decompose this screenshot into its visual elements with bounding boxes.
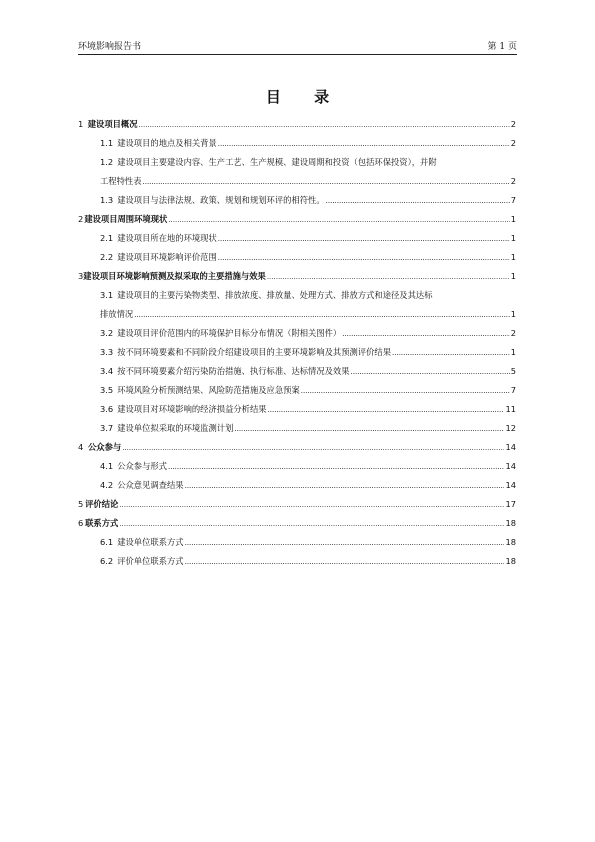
toc-title: 公众参与 bbox=[88, 442, 122, 452]
toc-page: 2 bbox=[510, 138, 516, 148]
toc-page: 14 bbox=[505, 480, 516, 490]
toc-page: 12 bbox=[505, 423, 516, 433]
toc-leader bbox=[268, 404, 505, 415]
toc-leader bbox=[143, 176, 510, 187]
toc-leader bbox=[168, 214, 509, 225]
toc-page: 1 bbox=[510, 309, 516, 319]
toc-page: 18 bbox=[505, 537, 516, 547]
toc-entry[interactable] bbox=[78, 130, 516, 149]
toc-leader bbox=[267, 271, 510, 282]
toc-number: 1.1 bbox=[100, 138, 114, 148]
toc-page: 1 bbox=[510, 271, 516, 281]
toc-entry[interactable] bbox=[78, 472, 516, 491]
toc-number: 6.1 bbox=[100, 537, 114, 547]
toc-page: 14 bbox=[505, 442, 516, 452]
page-title: 目 录 bbox=[265, 88, 344, 106]
toc-entry[interactable] bbox=[78, 453, 516, 472]
toc-number: 3.6 bbox=[100, 404, 114, 414]
toc-page: 11 bbox=[505, 404, 516, 414]
toc-title: 联系方式 bbox=[85, 518, 119, 528]
toc-leader bbox=[122, 442, 504, 453]
toc-number: 3.1 bbox=[100, 290, 114, 300]
toc-entry[interactable] bbox=[78, 244, 516, 263]
toc-page: 5 bbox=[510, 366, 516, 376]
toc-number: 3.7 bbox=[100, 423, 114, 433]
toc-entry[interactable] bbox=[78, 548, 516, 567]
toc-title: 按不同环境要素介绍污染防治措施、执行标准、达标情况及效果 bbox=[117, 366, 350, 376]
toc-leader bbox=[168, 461, 504, 472]
toc-entry[interactable] bbox=[78, 263, 516, 282]
toc-leader bbox=[218, 233, 510, 244]
toc-entry[interactable] bbox=[78, 320, 516, 339]
toc-number: 4.1 bbox=[100, 461, 114, 471]
toc-number: 3.4 bbox=[100, 366, 114, 376]
toc-entry[interactable] bbox=[78, 282, 516, 320]
toc-page: 2 bbox=[510, 119, 516, 129]
toc-page: 14 bbox=[505, 461, 516, 471]
toc-page: 1 bbox=[510, 233, 516, 243]
toc-title: 建设项目与法律法规、政策、规划和规划环评的相符性。 bbox=[117, 195, 325, 205]
toc-entry[interactable] bbox=[78, 529, 516, 548]
toc-entry[interactable] bbox=[78, 149, 516, 187]
toc-number: 1 bbox=[78, 119, 84, 129]
toc-number: 2.1 bbox=[100, 233, 114, 243]
toc-title: 环境风险分析预测结果、风险防范措施及应急预案 bbox=[117, 385, 300, 395]
toc-page: 17 bbox=[505, 499, 516, 509]
toc-page: 18 bbox=[505, 518, 516, 528]
toc-title: 建设项目的主要污染物类型、排放浓度、排放量、处理方式、排放方式和途径及其达标 bbox=[117, 290, 433, 300]
header-report-name: 环境影响报告书 bbox=[78, 42, 142, 52]
toc-title: 建设项目周围环境现状 bbox=[84, 214, 168, 224]
toc-leader bbox=[119, 499, 504, 510]
header-page-number: 第 1 页 bbox=[487, 42, 517, 52]
toc-leader bbox=[234, 423, 504, 434]
toc-title: 建设项目环境影响评价范围 bbox=[117, 252, 217, 262]
toc-leader bbox=[185, 556, 505, 567]
toc-title: 建设单位联系方式 bbox=[117, 537, 184, 547]
toc-entry[interactable] bbox=[78, 396, 516, 415]
toc-leader bbox=[218, 252, 510, 263]
toc-entry[interactable] bbox=[78, 377, 516, 396]
toc-page: 2 bbox=[510, 328, 516, 338]
toc-number: 5 bbox=[78, 499, 84, 509]
toc-title: 按不同环境要素和不同阶段介绍建设项目的主要环境影响及其预测评价结果 bbox=[117, 347, 392, 357]
toc-entry[interactable] bbox=[78, 225, 516, 244]
toc-entry[interactable] bbox=[78, 434, 516, 453]
toc-page: 2 bbox=[510, 176, 516, 186]
toc-page: 7 bbox=[510, 195, 516, 205]
toc-page: 1 bbox=[510, 252, 516, 262]
toc-title: 公众意见调查结果 bbox=[117, 480, 184, 490]
toc-entry[interactable] bbox=[78, 358, 516, 377]
toc-leader bbox=[392, 347, 510, 358]
toc-leader bbox=[301, 385, 510, 396]
page-header bbox=[78, 41, 517, 55]
toc-entry[interactable] bbox=[78, 510, 516, 529]
toc-leader bbox=[351, 366, 510, 377]
toc-number: 2.2 bbox=[100, 252, 114, 262]
toc-leader bbox=[119, 518, 504, 529]
toc-entry[interactable] bbox=[78, 339, 516, 358]
toc-number: 3 bbox=[78, 271, 84, 281]
toc-leader bbox=[185, 537, 505, 548]
toc-leader bbox=[134, 309, 510, 320]
toc-title: 建设单位拟采取的环境监测计划 bbox=[117, 423, 234, 433]
toc-leader bbox=[218, 138, 510, 149]
toc-title: 建设项目主要建设内容、生产工艺、生产规模、建设周期和投资（包括环保投资），并附 bbox=[117, 157, 437, 167]
toc-title: 建设项目的地点及相关背景 bbox=[117, 138, 217, 148]
toc-page: 18 bbox=[505, 556, 516, 566]
toc-page: 7 bbox=[510, 385, 516, 395]
toc-title: 建设项目概况 bbox=[87, 119, 138, 129]
toc-title: 评价单位联系方式 bbox=[117, 556, 184, 566]
toc-title: 建设项目所在地的环境现状 bbox=[117, 233, 217, 243]
toc-number: 1.2 bbox=[100, 157, 114, 167]
toc-title: 公众参与形式 bbox=[117, 461, 167, 471]
toc-title-continued: 工程特性表 bbox=[100, 176, 142, 186]
toc-title-continued: 排放情况 bbox=[100, 309, 134, 319]
toc-leader bbox=[185, 480, 505, 491]
toc-number: 3.5 bbox=[100, 385, 114, 395]
toc-number: 2 bbox=[78, 214, 84, 224]
toc-number: 3.3 bbox=[100, 347, 114, 357]
toc-page: 1 bbox=[510, 214, 516, 224]
table-of-contents bbox=[78, 111, 516, 567]
toc-entry[interactable] bbox=[78, 491, 516, 510]
toc-number: 6 bbox=[78, 518, 84, 528]
toc-title: 评价结论 bbox=[85, 499, 119, 509]
toc-number: 1.3 bbox=[100, 195, 114, 205]
toc-title: 建设项目对环境影响的经济损益分析结果 bbox=[117, 404, 267, 414]
toc-entry[interactable] bbox=[78, 415, 516, 434]
toc-entry[interactable] bbox=[78, 206, 516, 225]
toc-leader bbox=[139, 119, 510, 130]
toc-page: 1 bbox=[510, 347, 516, 357]
toc-number: 3.2 bbox=[100, 328, 114, 338]
toc-entry[interactable] bbox=[78, 111, 516, 130]
toc-entry[interactable] bbox=[78, 187, 516, 206]
toc-title: 建设项目环境影响预测及拟采取的主要措施与效果 bbox=[83, 271, 266, 281]
toc-leader bbox=[342, 328, 509, 339]
toc-title: 建设项目评价范围内的环境保护目标分布情况（附相关图件） bbox=[117, 328, 342, 338]
toc-number: 6.2 bbox=[100, 556, 114, 566]
toc-leader bbox=[326, 195, 510, 206]
toc-number: 4.2 bbox=[100, 480, 114, 490]
toc-number: 4 bbox=[78, 442, 84, 452]
